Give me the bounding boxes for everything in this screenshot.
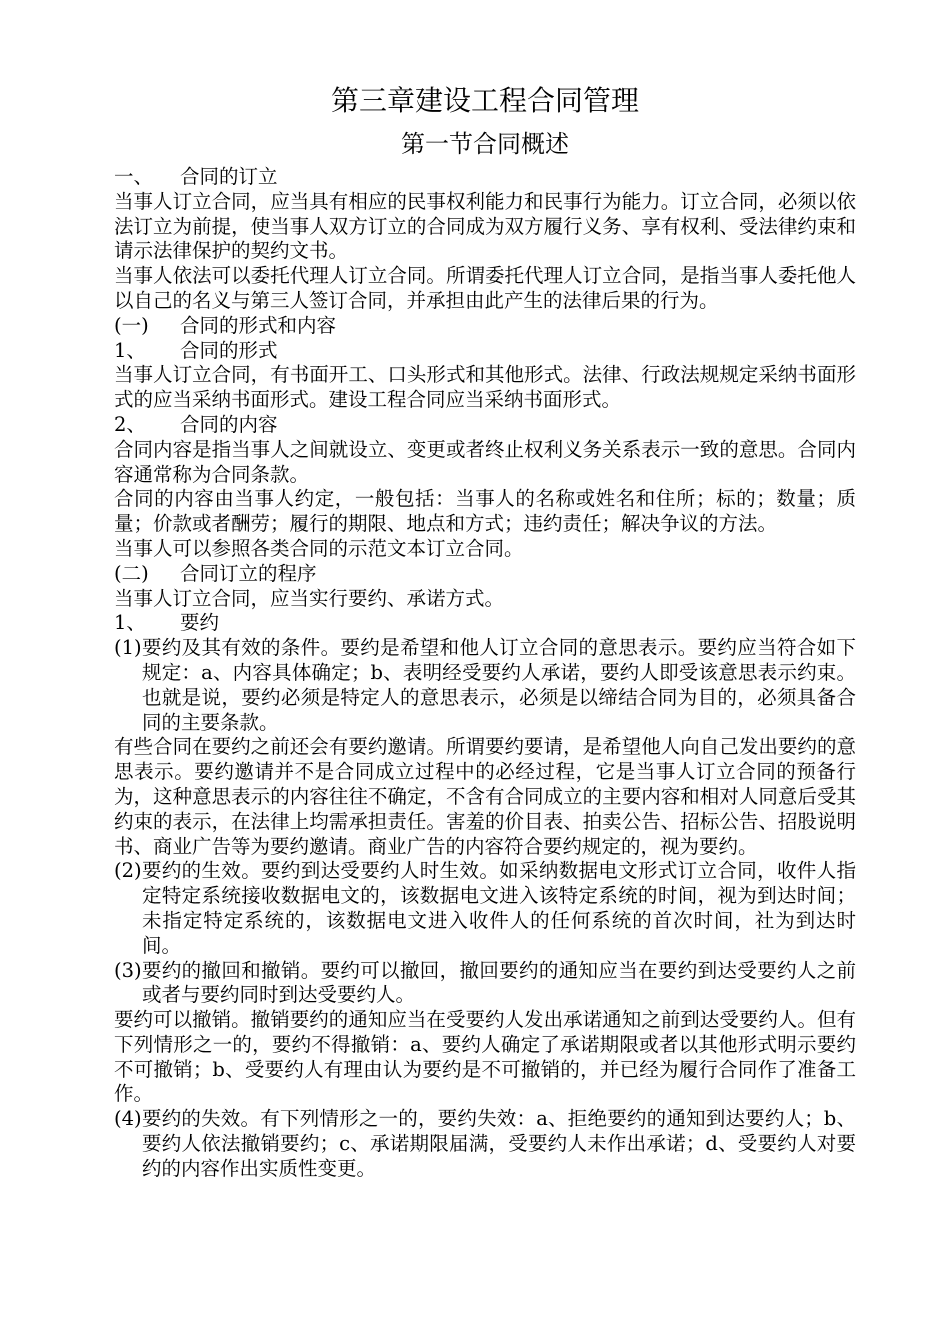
item-text: 要约的生效。要约到达受要约人时生效。如采纳数据电文形式订立合同，收件人指定特定系统接收数据电文的，该数据电文进入该特定系统的时间，视为到达时间；未指定特定系统的，该数据电文进入收件人的任何系统的首次时间，社为到达时间。: [142, 859, 856, 957]
numbered-item: [114, 959, 856, 1009]
chapter-title: 第三章建设工程合同管理: [330, 84, 639, 117]
item-number: (3): [114, 958, 142, 982]
item-text: 要约及其有效的条件。要约是希望和他人订立合同的意思表示。要约应当符合如下规定：a、内容具体确定；b、表明经受要约人承诺，要约人即受该意思表示约束。也就是说，要约必须是特定人的意思表示，必须是以缔结合同为目的，必须具备合同的主要条款。: [142, 636, 856, 734]
item-text: 要约的撤回和撤销。要约可以撤回，撤回要约的通知应当在要约到达受要约人之前或者与要约同时到达受要约人。: [142, 958, 856, 1007]
heading-text: 合同的形式: [180, 338, 278, 362]
paragraph: 当事人可以参照各类合同的示范文本订立合同。: [114, 536, 524, 560]
paragraph: 当事人订立合同，应当实行要约、承诺方式。: [114, 586, 505, 610]
heading-number: 一、: [114, 165, 154, 188]
numbered-item: [114, 1107, 856, 1181]
heading-number: 1、: [114, 338, 146, 362]
heading-text: 要约: [180, 611, 220, 635]
heading-text: 合同订立的程序: [180, 561, 317, 585]
item-number: (1): [114, 636, 142, 660]
paragraph: 有些合同在要约之前还会有要约邀请。所谓要约要请，是希望他人向自己发出要约的意思表示。要约邀请并不是合同成立过程中的必经过程，它是当事人订立合同的预备行为，这种意思表示的内容往往不确定，不含有合同成立的主要内容和相对人同意后受其约束的表示，在法律上均需承担责任。害羞的价目表、拍卖公告、招标公告、招股说明书、商业广告等为要约邀请。商业广告的内容符合要约规定的，视为要约。: [114, 735, 856, 858]
heading-number: (二): [114, 561, 149, 585]
paragraph: 当事人订立合同，应当具有相应的民事权利能力和民事行为能力。订立合同，必须以依法订立为前提，使当事人双方订立的合同成为双方履行义务、享有权利、受法律约束和请示法律保护的契约文书。: [114, 189, 856, 263]
section-heading: [114, 562, 856, 587]
section-heading: [114, 165, 856, 190]
section-heading: [114, 314, 856, 339]
item-text: 要约的失效。有下列情形之一的，要约失效：a、拒绝要约的通知到达要约人；b、要约人依法撤销要约；c、承诺期限届满，受要约人未作出承诺；d、受要约人对要约的内容作出实质性变更。: [142, 1107, 856, 1180]
paragraph: 合同内容是指当事人之间就设立、变更或者终止权利义务关系表示一致的意思。合同内容通常称为合同条款。: [114, 437, 856, 486]
section-heading: [114, 413, 856, 438]
numbered-item: [114, 859, 856, 958]
section-heading: [114, 611, 856, 636]
heading-number: 2、: [114, 412, 146, 436]
section-title: 第一节合同概述: [401, 130, 569, 158]
paragraph: 当事人订立合同，有书面开工、口头形式和其他形式。法律、行政法规规定采纳书面形式的应当采纳书面形式。建设工程合同应当采纳书面形式。: [114, 363, 856, 412]
item-number: (2): [114, 859, 142, 883]
heading-number: 1、: [114, 611, 146, 635]
item-number: (4): [114, 1107, 142, 1131]
heading-number: (一): [114, 313, 149, 337]
numbered-item: [114, 636, 856, 735]
heading-text: 合同的内容: [180, 412, 278, 436]
paragraph: 要约可以撤销。撤销要约的通知应当在受要约人发出承诺通知之前到达受要约人。但有下列情形之一的，要约不得撤销：a、要约人确定了承诺期限或者以其他形式明示要约不可撤销；b、受要约人有理由认为要约是不可撤销的，并已经为履行合同作了准备工作。: [114, 1008, 856, 1106]
heading-text: 合同的形式和内容: [180, 313, 337, 337]
paragraph: 当事人依法可以委托代理人订立合同。所谓委托代理人订立合同，是指当事人委托他人以自己的名义与第三人签订合同，并承担由此产生的法律后果的行为。: [114, 264, 856, 312]
heading-text: 合同的订立: [180, 165, 278, 188]
paragraph: 合同的内容由当事人约定，一般包括：当事人的名称或姓名和住所；标的；数量；质量；价款或者酬劳；履行的期限、地点和方式；违约责任；解决争议的方法。: [114, 487, 856, 536]
section-heading: [114, 339, 856, 364]
